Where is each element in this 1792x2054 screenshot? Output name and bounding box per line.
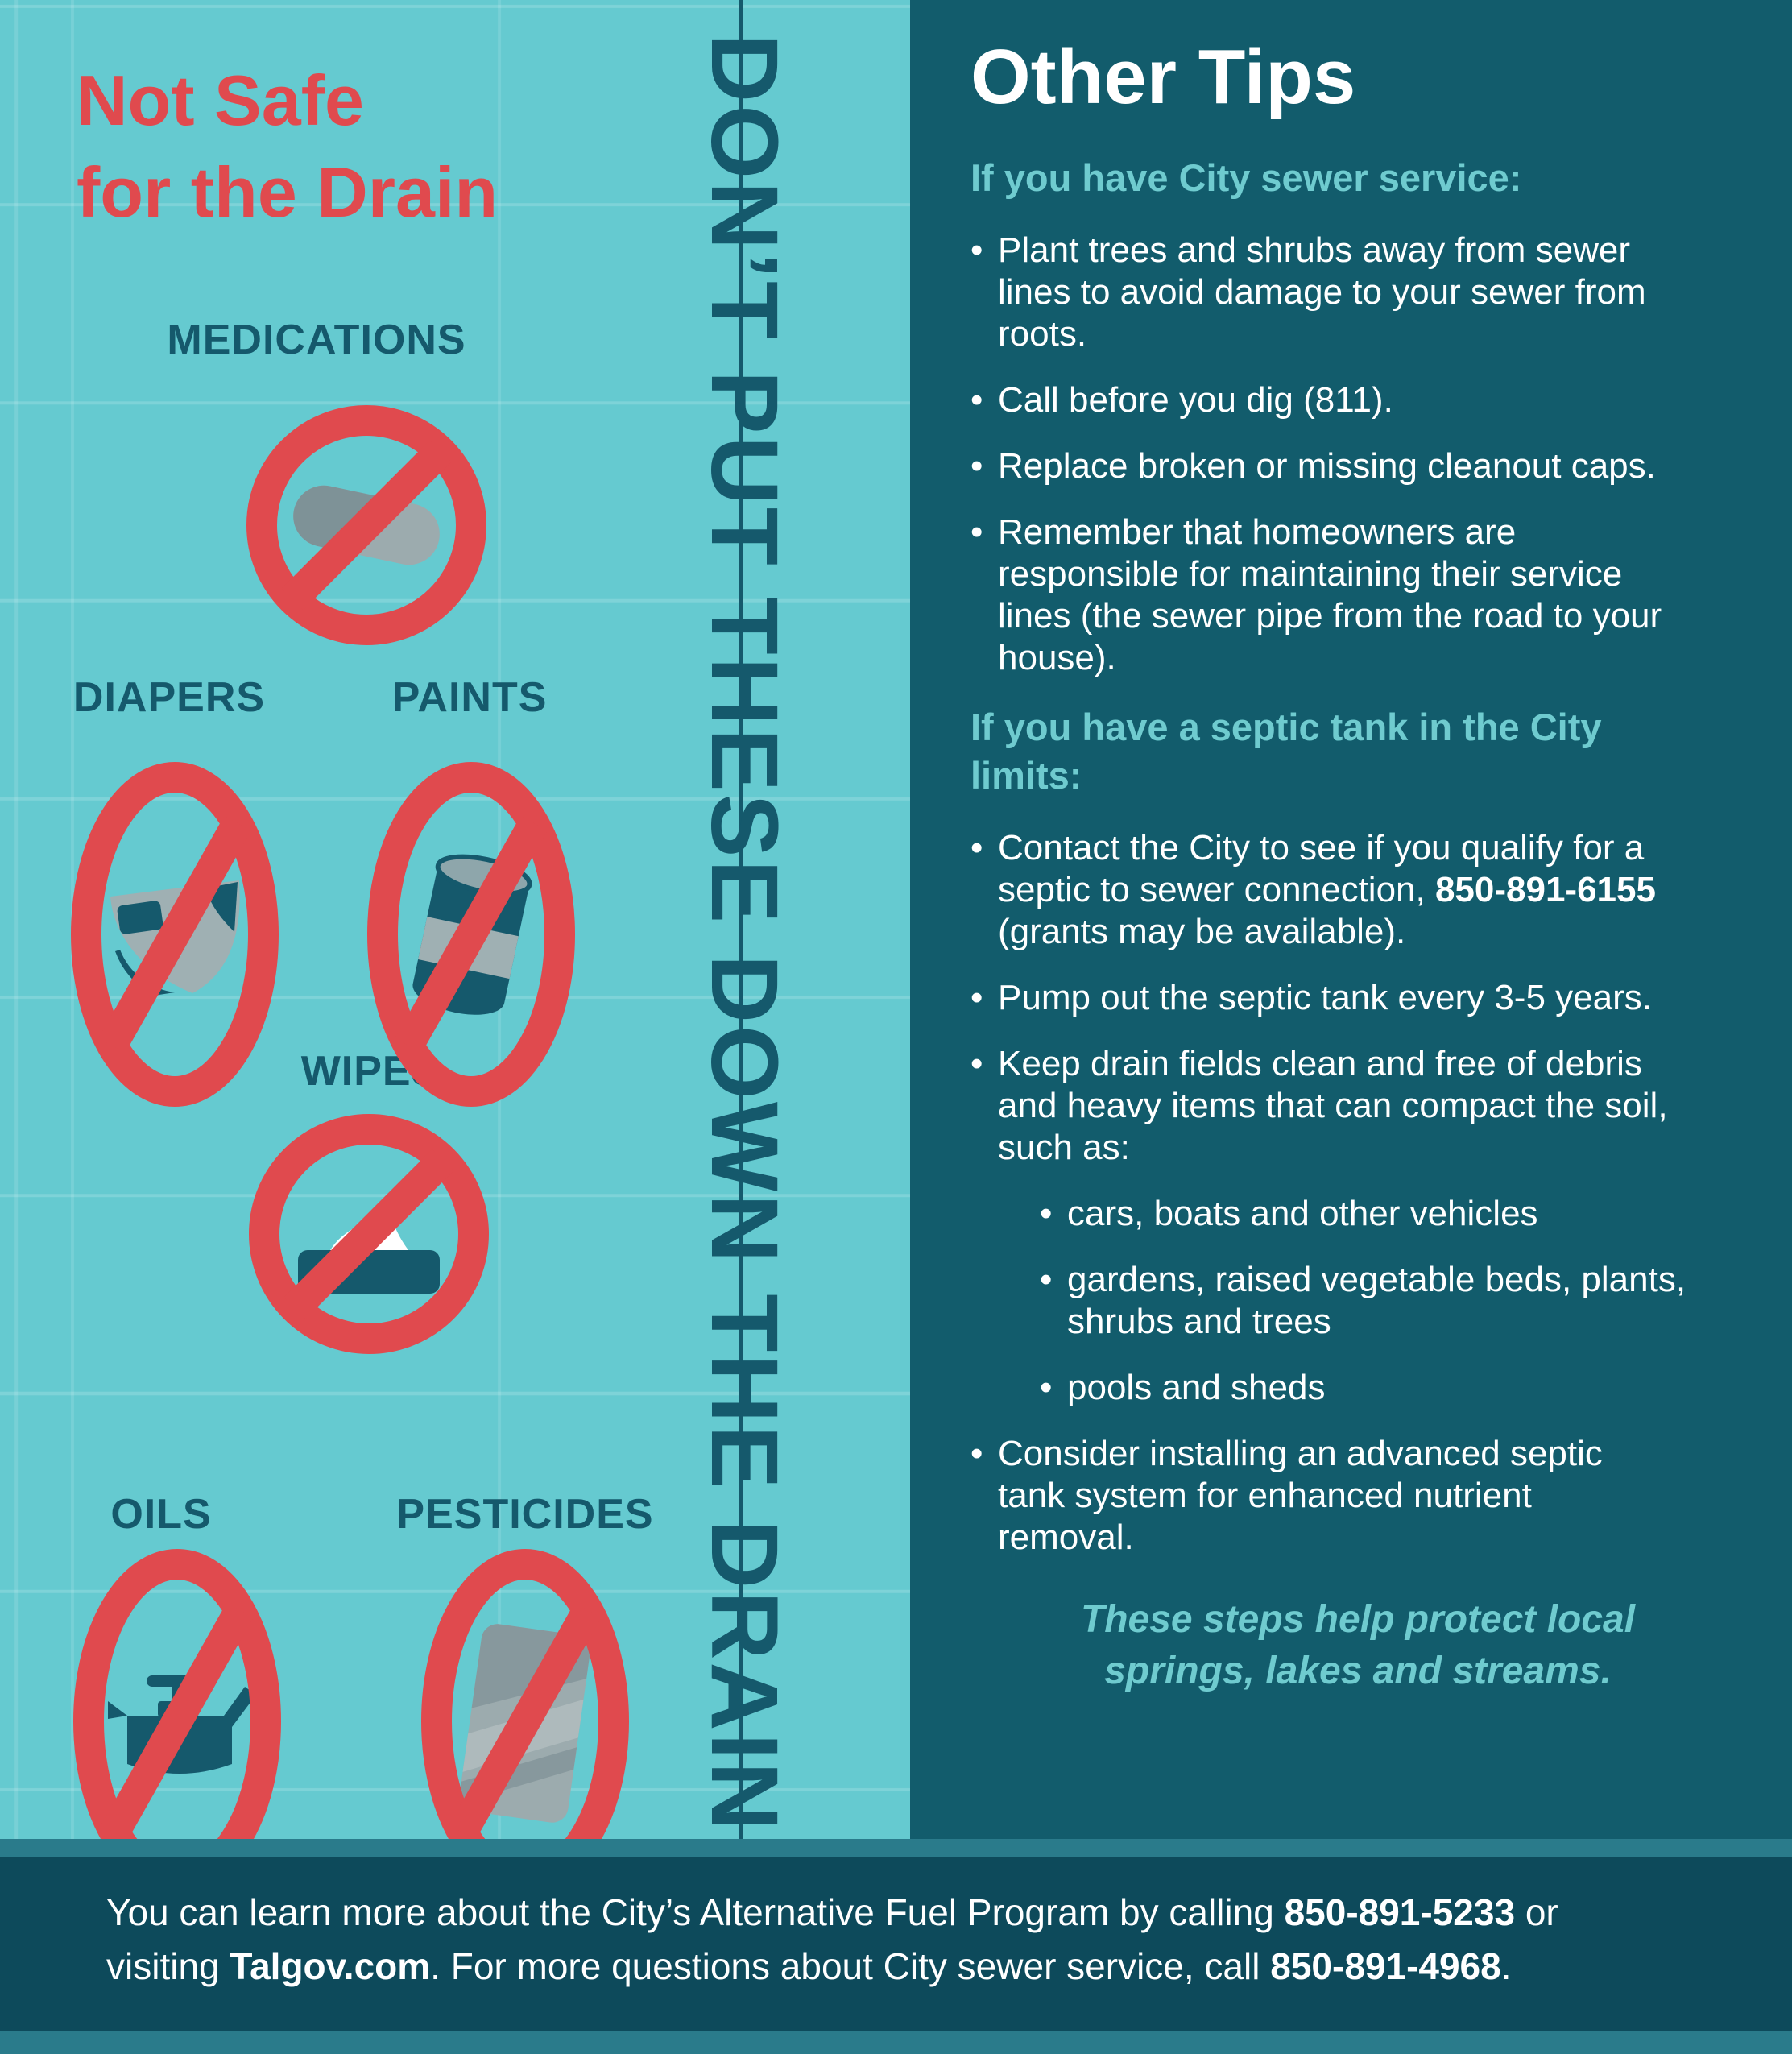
- footer-text: [106, 1886, 1736, 1994]
- tips-section-heading: If you have City sewer service:: [970, 155, 1522, 199]
- tip-bullet: [970, 1043, 1745, 1169]
- bullet-dot: •: [970, 379, 983, 420]
- other-tips-title: Other Tips: [970, 34, 1356, 120]
- no-paints-icon: [366, 761, 576, 1108]
- text-segment: or: [1515, 1891, 1558, 1933]
- text-segment: Replace broken or missing cleanout caps.: [998, 445, 1656, 486]
- closing-line1: These steps help protect local: [1080, 1597, 1636, 1641]
- text-segment: . For more questions about City sewer service, call: [430, 1945, 1271, 1987]
- other-tips-panel: [910, 0, 1792, 1839]
- text-segment: pools and sheds: [1067, 1367, 1326, 1407]
- text-segment: 850-891-6155: [1434, 869, 1656, 909]
- text-segment: roots.: [998, 313, 1087, 354]
- bullet-dot: •: [1040, 1193, 1053, 1233]
- tip-bullet: [970, 977, 1745, 1019]
- no-medications-icon: [246, 404, 487, 646]
- text-segment: Remember that homeowners are: [998, 511, 1517, 552]
- text-segment: Talgov.com: [230, 1945, 431, 1987]
- vertical-banner-text: DON’T PUT THESE DOWN THE DRAIN: [691, 34, 797, 1833]
- text-segment: .: [1500, 1945, 1512, 1987]
- no-symbol-icon: [262, 420, 471, 630]
- tip-bullet: [970, 511, 1745, 679]
- no-symbol-icon: [89, 1564, 266, 1878]
- page-title-line1: Not Safe: [77, 60, 364, 140]
- no-symbol-icon: [383, 777, 560, 1091]
- text-segment: 850-891-5233: [1284, 1891, 1516, 1933]
- text-segment: such as:: [998, 1127, 1130, 1167]
- text-segment: 850-891-4968: [1270, 1945, 1501, 1987]
- text-segment: Keep drain fields clean and free of debris: [998, 1043, 1642, 1083]
- bullet-dot: •: [970, 511, 983, 552]
- no-symbol-icon: [264, 1129, 474, 1339]
- pesticides-label: PESTICIDES: [396, 1491, 654, 1538]
- tip-bullet: [970, 1433, 1745, 1559]
- text-segment: Call before you dig (811).: [998, 379, 1393, 420]
- page-title-line2: for the Drain: [77, 152, 499, 232]
- tip-bullet: [1040, 1193, 1745, 1235]
- tip-bullet: [970, 445, 1745, 487]
- text-segment: Consider installing an advanced septic: [998, 1433, 1603, 1473]
- closing-note: [970, 1594, 1745, 1697]
- bullet-dot: •: [970, 1043, 983, 1083]
- tip-bullet: [1040, 1367, 1745, 1409]
- footer-band: [0, 1857, 1792, 2031]
- text-segment: tank system for enhanced nutrient: [998, 1475, 1532, 1515]
- text-segment: septic to sewer connection,: [998, 869, 1435, 909]
- text-segment: cars, boats and other vehicles: [1067, 1193, 1538, 1233]
- page-title: [77, 55, 498, 238]
- no-symbol-icon: [86, 777, 263, 1091]
- text-segment: house).: [998, 637, 1116, 677]
- bullet-dot: •: [1040, 1367, 1053, 1407]
- tips-sections: [970, 154, 1745, 1559]
- text-segment: gardens, raised vegetable beds, plants,: [1067, 1259, 1686, 1299]
- no-symbol-icon: [437, 1564, 614, 1878]
- bullet-dot: •: [970, 230, 983, 270]
- text-segment: shrubs and trees: [1067, 1301, 1331, 1341]
- text-segment: removal.: [998, 1517, 1134, 1557]
- bullet-dot: •: [970, 827, 983, 868]
- text-segment: Plant trees and shrubs away from sewer: [998, 230, 1631, 270]
- tip-bullet: [970, 379, 1745, 421]
- oils-label: OILS: [110, 1491, 212, 1538]
- text-segment: Pump out the septic tank every 3-5 years.: [998, 977, 1652, 1017]
- bullet-dot: •: [1040, 1259, 1053, 1299]
- text-segment: responsible for maintaining their service: [998, 553, 1623, 594]
- bullet-dot: •: [970, 445, 983, 486]
- text-segment: lines to avoid damage to your sewer from: [998, 271, 1646, 312]
- diapers-label: DIAPERS: [72, 674, 266, 721]
- tip-bullet: [1040, 1259, 1745, 1343]
- closing-line2: springs, lakes and streams.: [1104, 1649, 1612, 1692]
- divider-stripe-top: [0, 1839, 1792, 1857]
- paints-label: PAINTS: [391, 674, 548, 721]
- text-segment: Contact the City to see if you qualify for a: [998, 827, 1645, 868]
- tip-bullet: [970, 230, 1745, 355]
- medications-label: MEDICATIONS: [167, 317, 466, 363]
- text-segment: (grants may be available).: [998, 911, 1406, 951]
- tips-section-heading: If you have a septic tank in the City limits:: [970, 705, 1602, 797]
- no-diapers-icon: [70, 761, 279, 1108]
- text-segment: visiting: [106, 1945, 230, 1987]
- wipes-label: WIPES: [300, 1048, 441, 1095]
- text-segment: and heavy items that can compact the soil,: [998, 1085, 1668, 1125]
- bullet-dot: •: [970, 977, 983, 1017]
- text-segment: lines (the sewer pipe from the road to your: [998, 595, 1662, 636]
- tip-bullet: [970, 827, 1745, 953]
- bullet-dot: •: [970, 1433, 983, 1473]
- text-segment: You can learn more about the City’s Alternative Fuel Program by calling: [106, 1891, 1285, 1933]
- no-wipes-icon: [248, 1113, 490, 1355]
- divider-stripe-bottom: [0, 2031, 1792, 2054]
